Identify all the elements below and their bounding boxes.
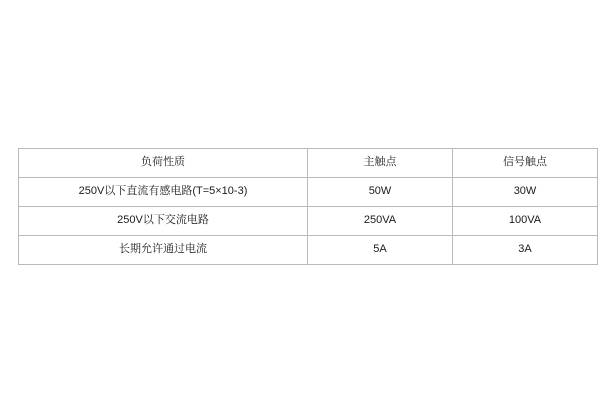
table-row: [19, 178, 598, 207]
cell-load-nature: 长期允许通过电流: [19, 236, 308, 265]
header-cell-signal-contact: 信号触点: [453, 149, 598, 178]
cell-load-nature: 250V以下直流有感电路(T=5×10-3): [19, 178, 308, 207]
cell-signal-contact: 30W: [453, 178, 598, 207]
cell-main-contact: 250VA: [308, 207, 453, 236]
header-cell-load-nature: 负荷性质: [19, 149, 308, 178]
cell-signal-contact: 3A: [453, 236, 598, 265]
table-row: [19, 207, 598, 236]
contact-rating-table: [18, 148, 598, 265]
header-cell-main-contact: 主触点: [308, 149, 453, 178]
cell-load-nature: 250V以下交流电路: [19, 207, 308, 236]
table-row: [19, 236, 598, 265]
cell-main-contact: 5A: [308, 236, 453, 265]
cell-main-contact: 50W: [308, 178, 453, 207]
cell-signal-contact: 100VA: [453, 207, 598, 236]
table-header-row: [19, 149, 598, 178]
